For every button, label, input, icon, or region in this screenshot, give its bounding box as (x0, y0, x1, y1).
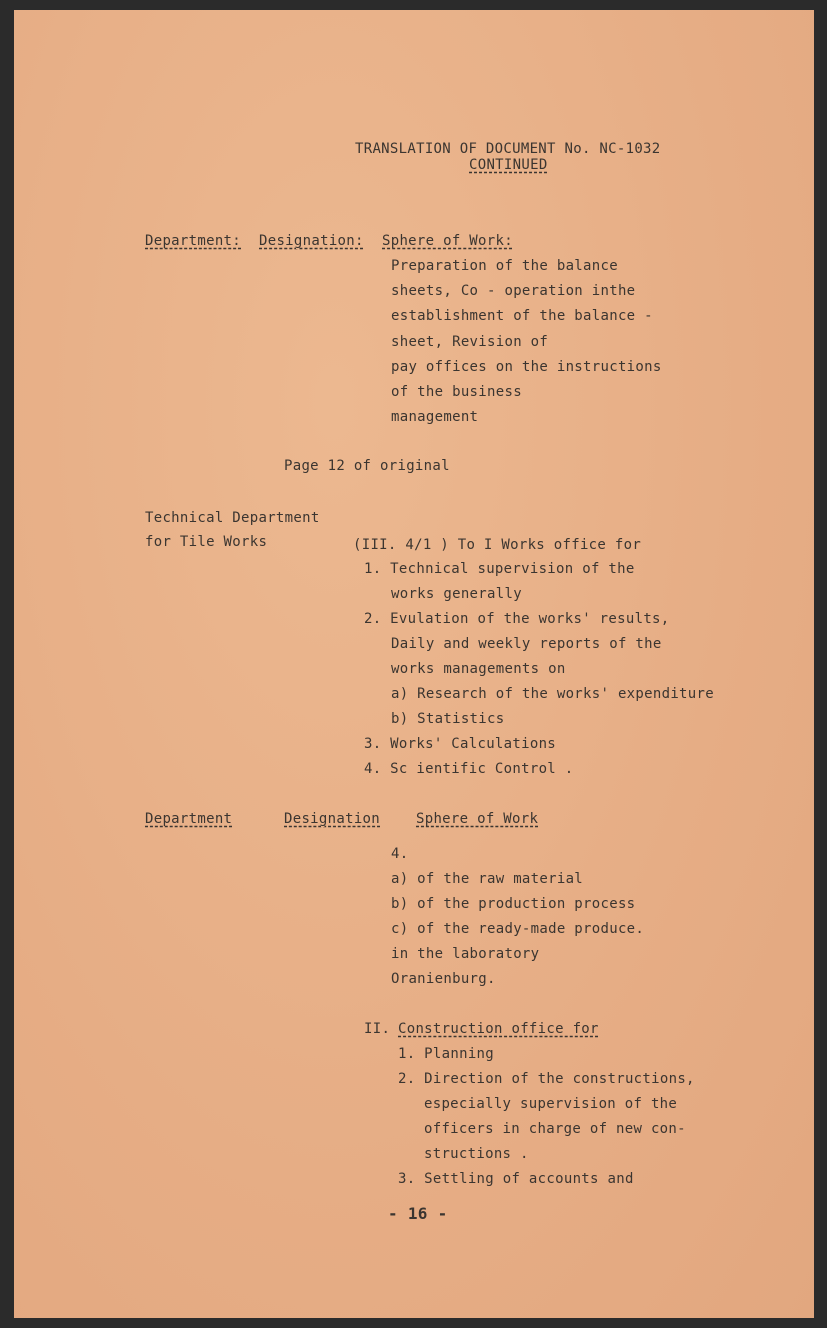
list-item: b) Statistics (391, 711, 505, 727)
text-line: establishment of the balance - (391, 308, 653, 324)
text-line: 4. (391, 846, 409, 862)
text-line: a) of the raw material (391, 871, 584, 887)
text-line: in the laboratory (391, 946, 540, 962)
department-name: Technical Department (145, 510, 320, 526)
list-item: 1. Planning (398, 1046, 495, 1062)
text-line: of the business (391, 384, 522, 400)
section-number: II. (364, 1021, 391, 1037)
section-heading: (III. 4/1 ) To I Works office for (353, 537, 642, 553)
column-department: Department: (145, 233, 242, 249)
text-line: Oranienburg. (391, 971, 496, 987)
list-item: especially supervision of the (424, 1096, 678, 1112)
text-line: c) of the ready-made produce. (391, 921, 645, 937)
list-item: structions . (424, 1146, 529, 1162)
list-item: 3. Settling of accounts and (398, 1171, 634, 1187)
document-page (14, 10, 814, 1318)
column-designation: Designation: (259, 233, 364, 249)
list-item: Daily and weekly reports of the (391, 636, 662, 652)
column-department: Department (145, 811, 233, 827)
text-line: sheets, Co - operation inthe (391, 283, 636, 299)
list-item: a) Research of the works' expenditure (391, 686, 714, 702)
document-title: TRANSLATION OF DOCUMENT No. NC-1032 (355, 141, 661, 157)
column-designation: Designation (284, 811, 381, 827)
list-item: officers in charge of new con- (424, 1121, 686, 1137)
list-item: 4. Sc ientific Control . (364, 761, 574, 777)
text-line: b) of the production process (391, 896, 636, 912)
section-heading: Construction office for (398, 1021, 599, 1037)
list-item: works managements on (391, 661, 566, 677)
text-line: sheet, Revision of (391, 334, 549, 350)
column-sphere-of-work: Sphere of Work: (382, 233, 513, 249)
text-line: pay offices on the instructions (391, 359, 662, 375)
page-reference: Page 12 of original (284, 458, 450, 474)
list-item: 2. Direction of the constructions, (398, 1071, 695, 1087)
list-item: 2. Evulation of the works' results, (364, 611, 670, 627)
column-sphere-of-work: Sphere of Work (416, 811, 539, 827)
list-item: works generally (391, 586, 522, 602)
department-name: for Tile Works (145, 534, 268, 550)
document-subtitle: CONTINUED (469, 157, 548, 173)
list-item: 1. Technical supervision of the (364, 561, 635, 577)
text-line: Preparation of the balance (391, 258, 618, 274)
text-line: management (391, 409, 479, 425)
list-item: 3. Works' Calculations (364, 736, 557, 752)
page-number: - 16 - (388, 1204, 448, 1223)
